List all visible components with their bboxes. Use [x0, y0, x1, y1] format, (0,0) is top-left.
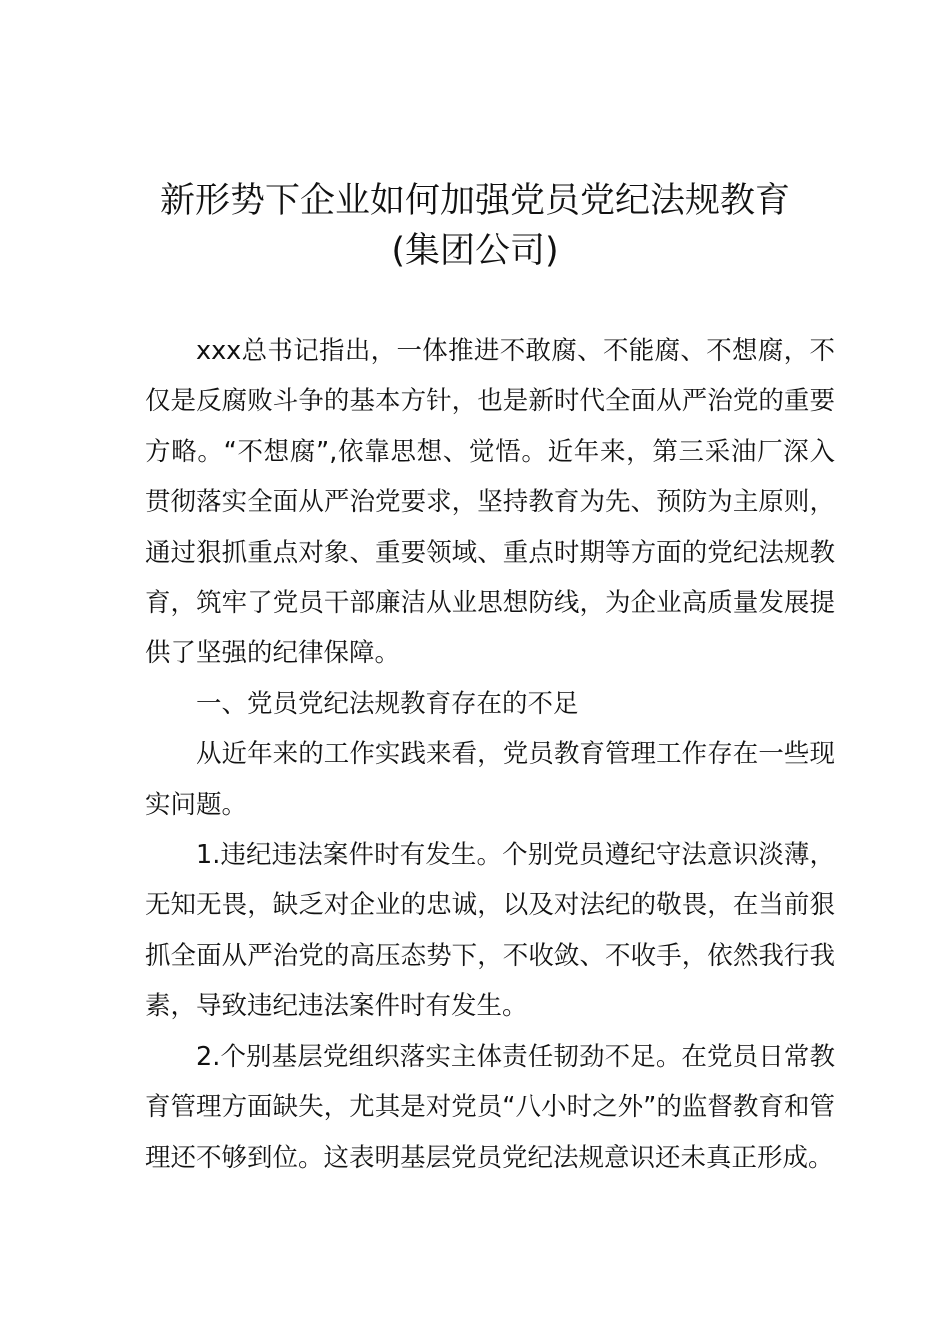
paragraph-intro: xxx总书记指出，一体推进不敢腐、不能腐、不想腐，不仅是反腐败斗争的基本方针，也是新时代全面从严治党的重要方略。“不想腐”,依靠思想、觉悟。近年来，第三采油厂深入贯彻落实全面从严治党要求，坚持教育为先、预防为主原则，通过狠抓重点对象、重要领域、重点时期等方面的党纪法规教育，筑牢了党员干部廉洁从业思想防线，为企业高质量发展提供了坚强的纪律保障。 [145, 336, 835, 669]
paragraph-point-2: 2.个别基层党组织落实主体责任韧劲不足。在党员日常教育管理方面缺失，尤其是对党员“八小时之外”的监督教育和管理还不够到位。这表明基层党员党纪法规意识还未真正形成。 [145, 1041, 835, 1173]
paragraph-section-1: 从近年来的工作实践来看，党员教育管理工作存在一些现实问题。 [145, 739, 835, 820]
paragraph-point-1: 1.违纪违法案件时有发生。个别党员遵纪守法意识淡薄，无知无畏，缺乏对企业的忠诚，以及对法纪的敬畏，在当前狠抓全面从严治党的高压态势下，不收敛、不收手，依然我行我素，导致违纪违法案件时有发生。 [145, 840, 835, 1022]
document-title: 新形势下企业如何加强党员党纪法规教育 [159, 181, 790, 221]
section-heading-1: 一、党员党纪法规教育存在的不足 [196, 688, 579, 719]
document-subtitle: (集团公司) [391, 231, 559, 271]
document-body [145, 326, 835, 1183]
